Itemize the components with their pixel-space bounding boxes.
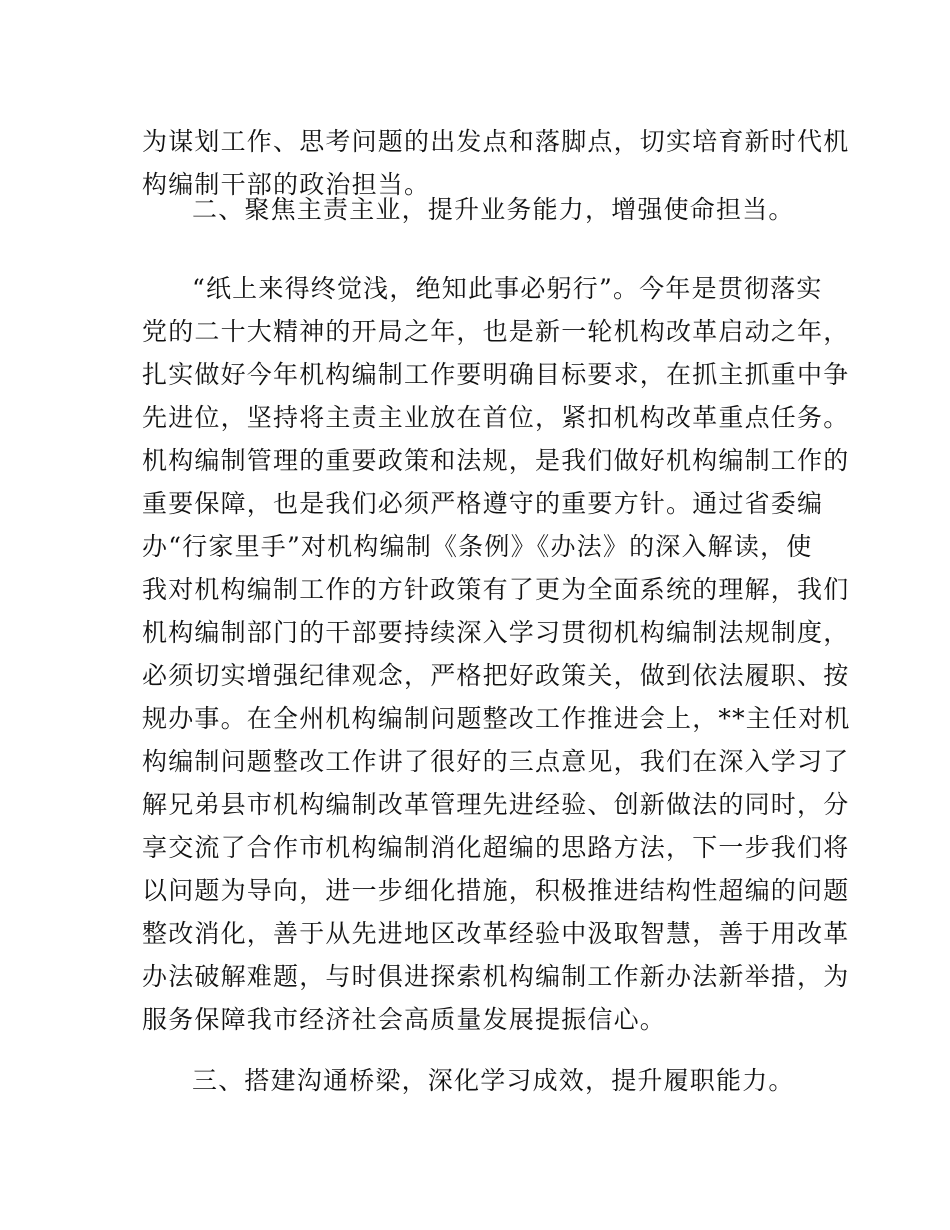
heading-text: 二、聚焦主责主业，提升业务能力，增强使命担当。: [192, 195, 795, 224]
text-line: 整改消化，善于从先进地区改革经验中汲取智慧，善于用改革: [142, 919, 850, 948]
text-line: 我对机构编制工作的方针政策有了更为全面系统的理解，我们: [142, 575, 850, 604]
text-line: 办法破解难题，与时俱进探索机构编制工作新办法新举措，为: [142, 962, 850, 991]
text-line: 构编制问题整改工作讲了很好的三点意见，我们在深入学习了: [142, 747, 850, 776]
text-line: 扎实做好今年机构编制工作要明确目标要求，在抓主抓重中争: [142, 360, 850, 389]
paragraph-body: [142, 267, 851, 1041]
text-line: 服务保障我市经济社会高质量发展提振信心。: [142, 1005, 667, 1034]
heading-text: 三、搭建沟通桥梁，深化学习成效，提升履职能力。: [192, 1066, 795, 1095]
text-line: 机构编制部门的干部要持续深入学习贯彻机构编制法规制度，: [142, 618, 850, 647]
text-line: 机构编制管理的重要政策和法规，是我们做好机构编制工作的: [142, 446, 850, 475]
text-line: 办“行家里手”对机构编制《条例》《办法》的深入解读，使: [142, 532, 813, 561]
text-line: 重要保障，也是我们必须严格遵守的重要方针。通过省委编: [142, 489, 824, 518]
text-line: “纸上来得终觉浅，绝知此事必躬行”。今年是贯彻落实: [192, 274, 823, 303]
text-line: 解兄弟县市机构编制改革管理先进经验、创新做法的同时，分: [142, 790, 850, 819]
text-line: 为谋划工作、思考问题的出发点和落脚点，切实培育新时代机: [142, 127, 850, 156]
text-line: 以问题为导向，进一步细化措施，积极推进结构性超编的问题: [142, 876, 850, 905]
text-line: 党的二十大精神的开局之年，也是新一轮机构改革启动之年，: [142, 317, 850, 346]
text-line: 构编制干部的政治担当。: [142, 170, 431, 199]
text-line: 规办事。在全州机构编制问题整改工作推进会上，**主任对机: [142, 704, 851, 733]
section-heading-3: [142, 1059, 810, 1102]
text-line: 先进位，坚持将主责主业放在首位，紧扣机构改革重点任务。: [142, 403, 850, 432]
section-heading-2: [142, 188, 810, 231]
text-line: 享交流了合作市机构编制消化超编的思路方法，下一步我们将: [142, 833, 850, 862]
text-line: 必须切实增强纪律观念，严格把好政策关，做到依法履职、按: [142, 661, 850, 690]
